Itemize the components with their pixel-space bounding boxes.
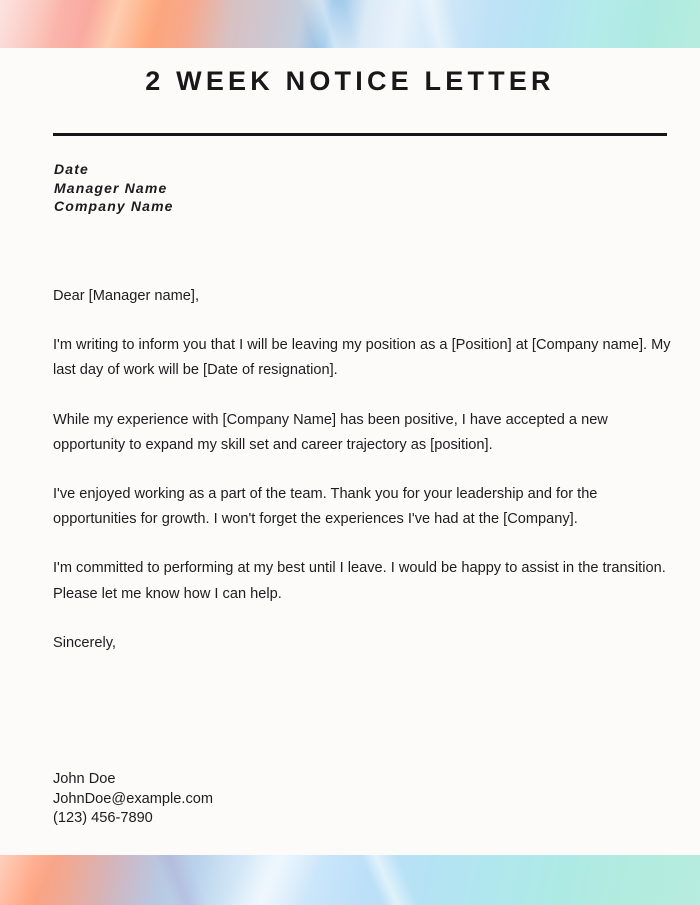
letter-paragraph-4: I'm committed to performing at my best until I leave. I would be happy to assist in the transition. Please let me know how I can help. (53, 560, 666, 602)
header-line-manager-name: Manager Name (54, 179, 168, 196)
letter-paragraph-3: I've enjoyed working as a part of the team. Thank you for your leadership and for the opportunities for growth. I won't forget the experiences I've had at the [Company]. (53, 486, 598, 528)
signature-email: JohnDoe@example.com (53, 790, 214, 807)
letter-paragraph-2: While my experience with [Company Name] has been positive, I have accepted a new opportunity to expand my skill set and career trajectory as [position]. (53, 411, 608, 453)
signature-block (53, 770, 213, 829)
letter-salutation: Dear [Manager name], (53, 288, 200, 304)
letter-paragraph-1: I'm writing to inform you that I will be leaving my position as a [Position] at [Company name]. My last day of work will be [Date of resignation]. (53, 337, 671, 379)
bottom-gradient-banner (0, 855, 700, 905)
header-line-company-name: Company Name (54, 198, 174, 215)
top-gradient-banner (0, 0, 700, 48)
title-divider-rule (53, 133, 667, 136)
signature-phone: (123) 456-7890 (53, 810, 153, 826)
recipient-header-block (54, 160, 174, 216)
letter-body (53, 284, 675, 656)
signature-name: John Doe (53, 771, 116, 787)
letter-closing: Sincerely, (53, 634, 116, 651)
page-title: 2 WEEK NOTICE LETTER (145, 66, 555, 96)
header-line-date: Date (54, 161, 89, 177)
